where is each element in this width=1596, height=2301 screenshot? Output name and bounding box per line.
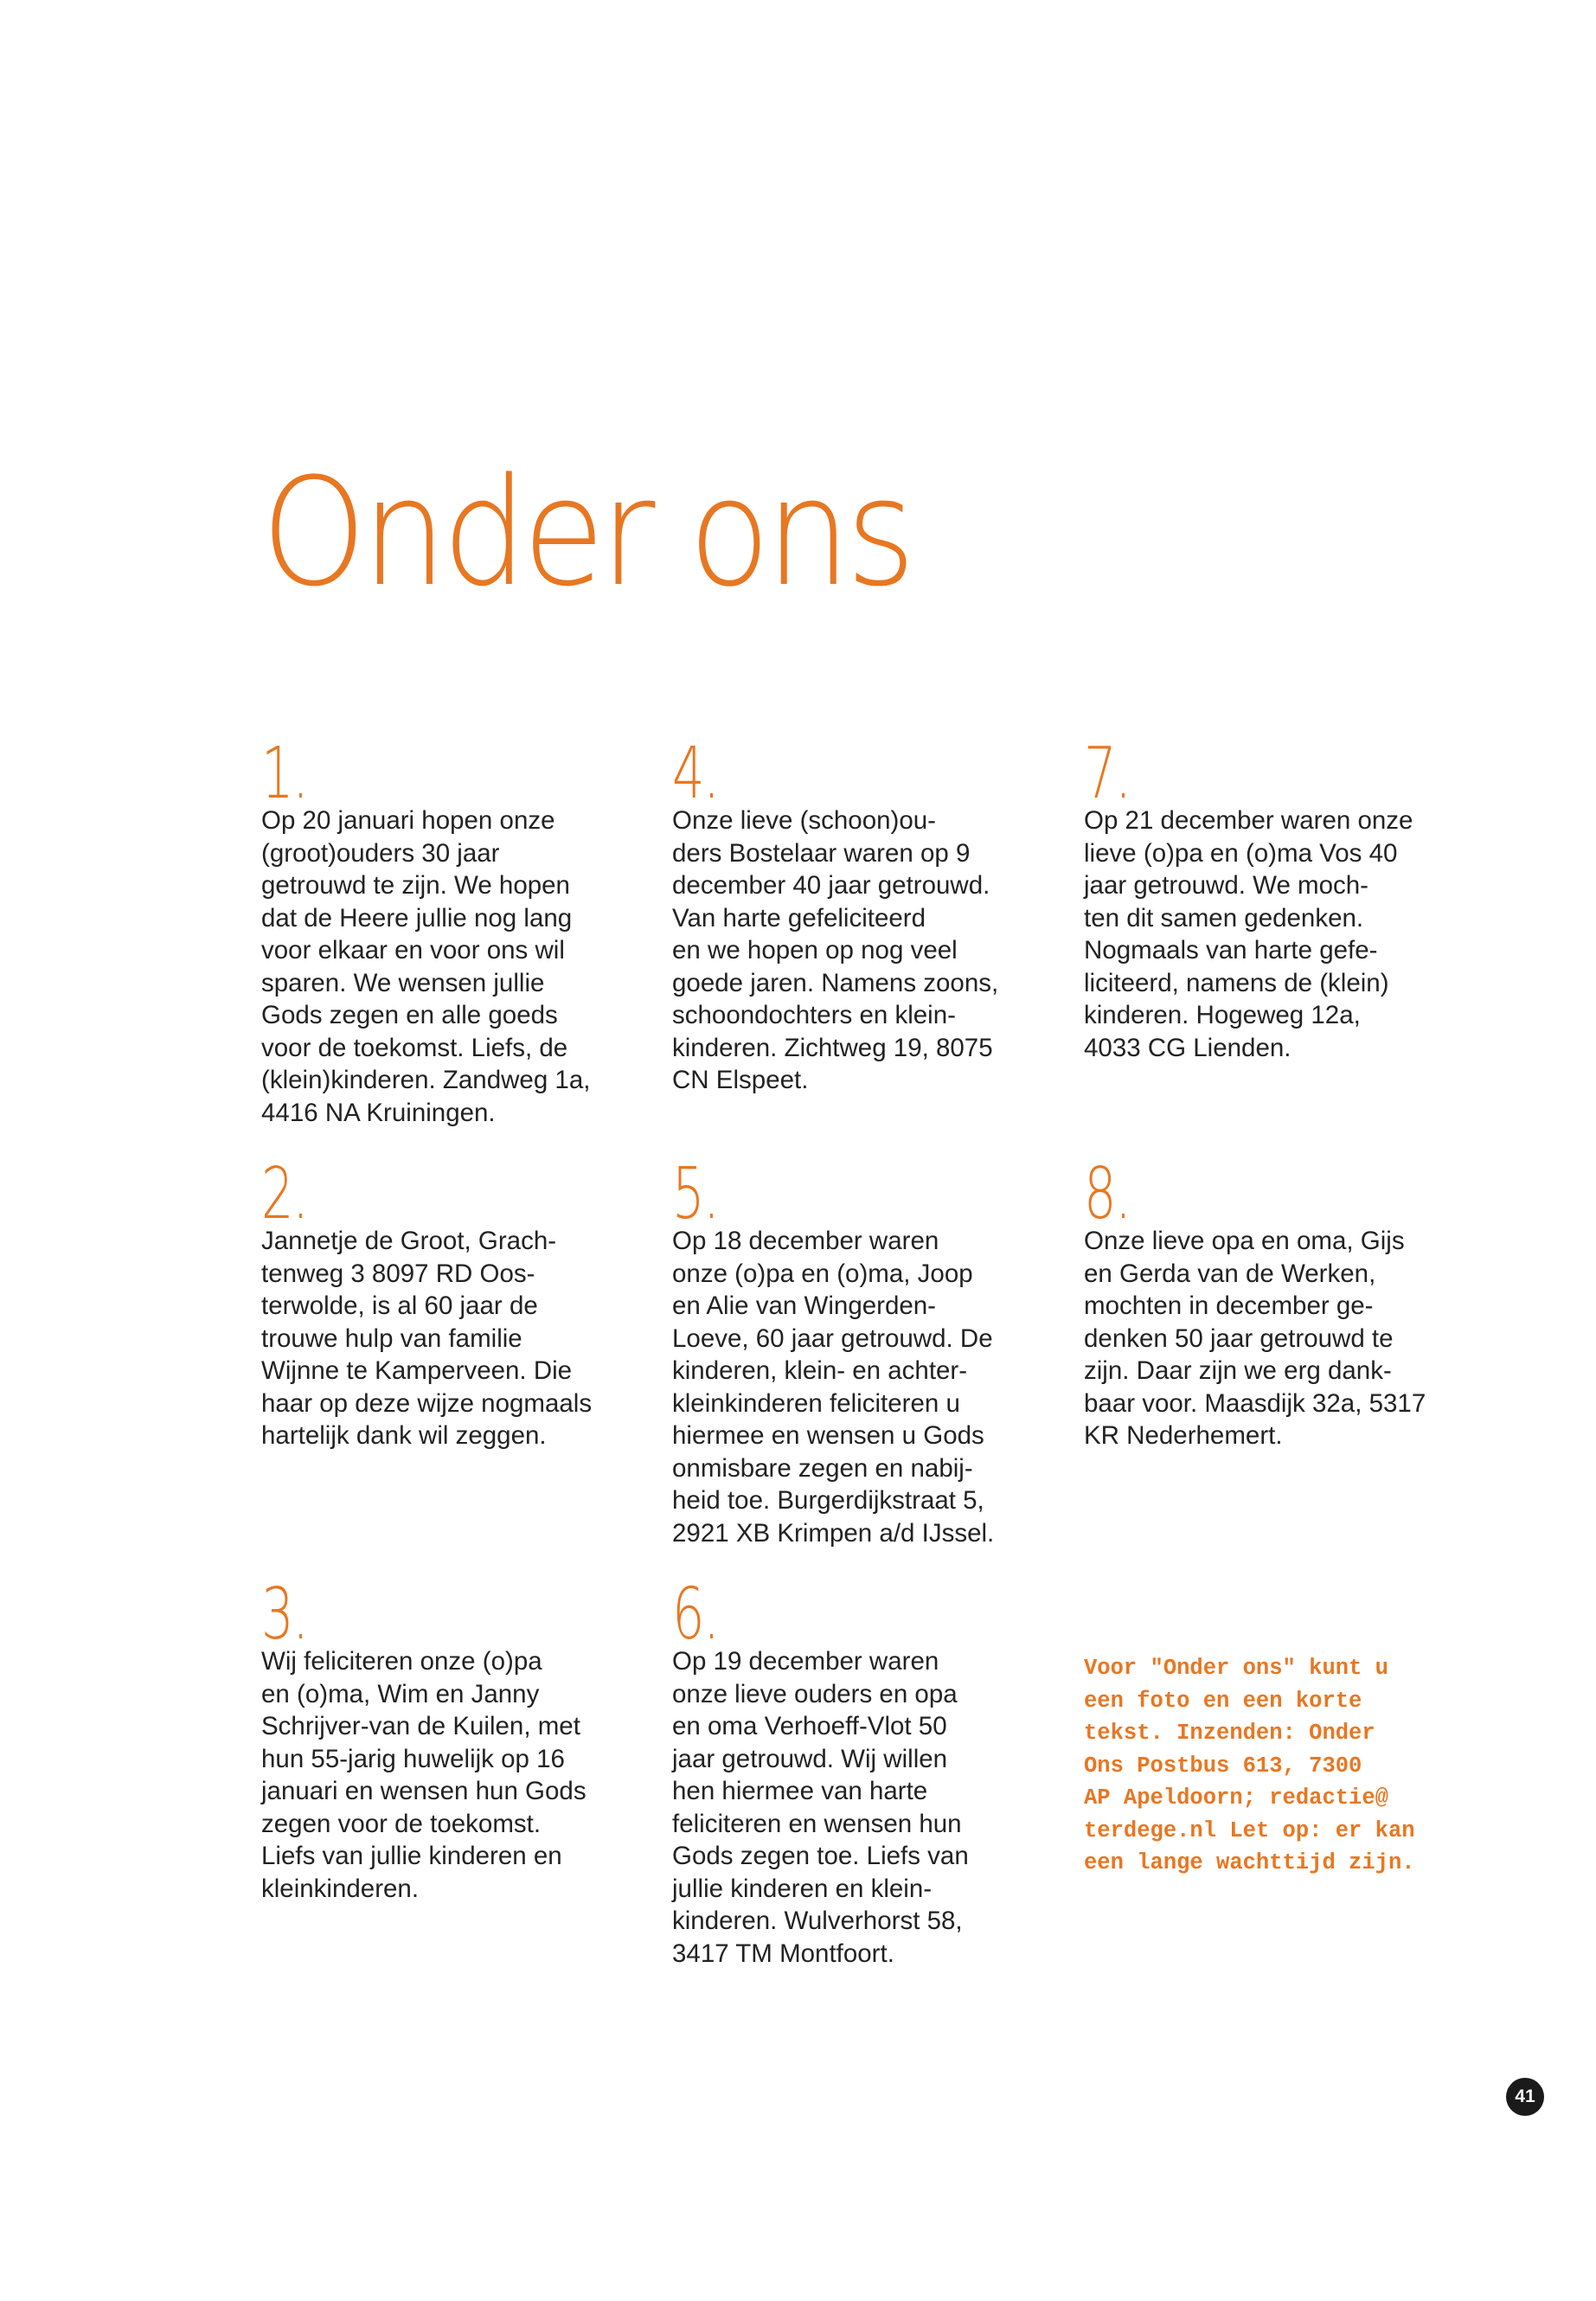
entry-number: 5.	[672, 1153, 719, 1235]
entry-text: Wij feliciteren onze (o)pa en (o)ma, Wim en Janny Schrijver-van de Kuilen, met hun 55-jarig huwelijk op 16 januari en wensen hun Gods zegen voor de toekomst. Liefs van jullie kinderen en kleinkinderen.	[261, 1647, 586, 1903]
entry-2	[261, 1153, 616, 1452]
entry-1	[261, 733, 616, 1129]
entry-text: Onze lieve opa en oma, Gijs en Gerda van de Werken, mochten in december ge- denken 50 jaar getrouwd te zijn. Daar zijn we erg dank- baar voor. Maasdijk 32a, 5317 KR Nederhemert.	[1084, 1227, 1426, 1450]
entry-number: 3.	[261, 1574, 308, 1656]
entry-text: Jannetje de Groot, Grach- tenweg 3 8097 RD Oos- terwolde, is al 60 jaar de trouwe hulp van familie Wijnne te Kamperveen. Die haar op deze wijze nogmaals hartelijk dank wil zeggen.	[261, 1227, 593, 1450]
entry-5	[672, 1153, 1027, 1549]
entry-text: Op 18 december waren onze (o)pa en (o)ma, Joop en Alie van Wingerden- Loeve, 60 jaar getrouwd. De kinderen, klein- en achter- kleinkinderen feliciteren u hiermee en wensen u Gods onmisbare zegen en nabij- heid toe. Burgerdijkstraat 5, 2921 XB Krimpen a/d IJssel.	[672, 1227, 995, 1548]
entry-7	[1084, 733, 1439, 1064]
entry-3	[261, 1574, 616, 1905]
entry-number: 2.	[261, 1153, 308, 1235]
page-title: Onder ons	[261, 445, 912, 619]
entry-number: 7.	[1084, 733, 1131, 815]
entry-text: Op 19 december waren onze lieve ouders en opa en oma Verhoeff-Vlot 50 jaar getrouwd. Wij willen hen hiermee van harte feliciteren en wensen hun Gods zegen toe. Liefs van jullie kinderen en klein- kinderen. Wulverhorst 58, 3417 TM Montfoort.	[672, 1647, 969, 1968]
entry-text: Op 21 december waren onze lieve (o)pa en (o)ma Vos 40 jaar getrouwd. We moch- ten dit samen gedenken. Nogmaals van harte gefe- liciteerd, namens de (klein) kinderen. Hogeweg 12a, 4033 CG Lienden.	[1084, 806, 1413, 1062]
entry-number: 4.	[672, 733, 719, 815]
entry-text: Op 20 januari hopen onze (groot)ouders 30 jaar getrouwd te zijn. We hopen dat de Heere jullie nog lang voor elkaar en voor ons wil sparen. We wensen jullie Gods zegen en alle goeds voor de toekomst. Liefs, de (klein)kinderen. Zandweg 1a, 4416 NA Kruiningen.	[261, 806, 591, 1127]
entry-6	[672, 1574, 1027, 1970]
entry-number: 1.	[261, 733, 308, 815]
entry-number: 6.	[672, 1574, 719, 1656]
entry-number: 8.	[1084, 1153, 1131, 1235]
entry-text: Onze lieve (schoon)ou- ders Bostelaar waren op 9 december 40 jaar getrouwd. Van harte gefeliciteerd en we hopen op nog veel goede jaren. Namens zoons, schoondochters en klein- kinderen. Zichtweg 19, 8075 CN Elspeet.	[672, 806, 999, 1094]
entry-8	[1084, 1153, 1439, 1452]
entry-4	[672, 733, 1027, 1097]
submission-note: Voor "Onder ons" kunt u een foto en een korte tekst. Inzenden: Onder Ons Postbus 613, 7300 AP Apeldoorn; redactie@ terdege.nl Let op: er kan een lange wachttijd zijn.	[1084, 1656, 1415, 1875]
page-number-badge: 41	[1506, 2078, 1544, 2116]
